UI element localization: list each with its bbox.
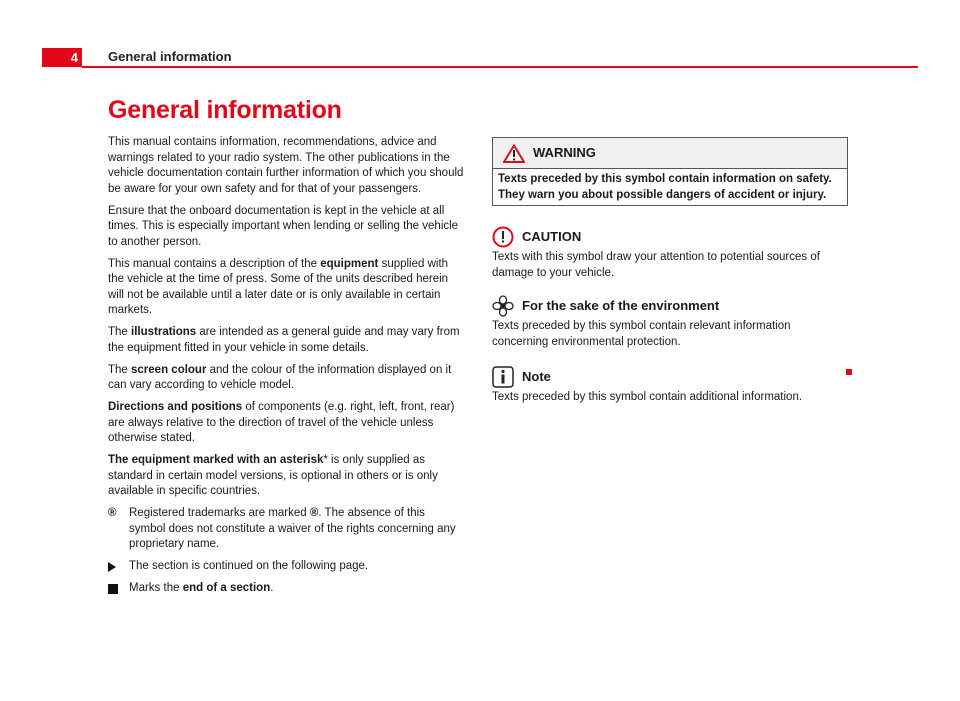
list-item-end-section: Marks the end of a section. — [108, 581, 464, 597]
left-column — [108, 135, 464, 603]
note-info-icon — [492, 366, 514, 388]
page-number: 4 — [42, 48, 82, 67]
warning-box — [492, 137, 848, 206]
end-square-icon — [108, 584, 118, 594]
header-rule — [82, 66, 918, 68]
environment-section — [492, 295, 848, 350]
paragraph-onboard-docs: Ensure that the onboard documentation is kept in the vehicle at all times. This is especially important when lending or selling the vehicle to another person. — [108, 204, 459, 248]
warning-label: WARNING — [533, 145, 596, 161]
right-column — [492, 137, 848, 406]
caution-icon — [492, 226, 514, 248]
paragraph-directions: Directions and positions of components (e.g. right, left, front, rear) are always relative to the direction of travel of the vehicle unless otherwise stated. — [108, 401, 455, 444]
note-text: Texts preceded by this symbol contain additional information. — [492, 391, 803, 403]
paragraph-illustrations: The illustrations are intended as a general guide and may vary from the equipment fitted in your vehicle in some details. — [108, 326, 460, 354]
warning-text: Texts preceded by this symbol contain information on safety. They warn you about possible dangers of accident or injury. — [498, 173, 832, 201]
paragraph-screen-colour: The screen colour and the colour of the information displayed on it can vary according to vehicle model. — [108, 363, 452, 391]
paragraph-intro: This manual contains information, recommendations, advice and warnings related to your radio system. The other publications in the vehicle documentation contain further information of which you should be aware for your own safety and for that of your passengers. — [108, 136, 464, 195]
warning-triangle-icon — [503, 144, 525, 163]
paragraph-equipment: This manual contains a description of the equipment supplied with the vehicle at the time of press. Some of the units described herein will not be available until a later date or is only available in certain markets. — [108, 257, 449, 316]
environment-label: For the sake of the environment — [522, 298, 720, 314]
warning-header — [493, 138, 847, 169]
list-item-trademark: ® Registered trademarks are marked ®. The absence of this symbol does not constitute a waiver of the rights concerning any proprietary name. — [108, 506, 464, 553]
caution-text: Texts with this symbol draw your attention to potential sources of damage to your vehicle. — [492, 251, 820, 279]
caution-label: CAUTION — [522, 229, 582, 245]
environment-text: Texts preceded by this symbol contain relevant information concerning environmental protection. — [492, 320, 791, 348]
running-header: General information — [108, 49, 232, 64]
end-of-section-marker — [846, 369, 852, 375]
paragraph-asterisk: The equipment marked with an asterisk* is only supplied as standard in certain model versions, is optional in others or is only available in specific countries. — [108, 454, 438, 497]
continue-arrow-icon — [108, 562, 116, 572]
note-section — [492, 366, 848, 406]
caution-section — [492, 226, 848, 281]
registered-icon: ® — [108, 507, 117, 519]
environment-flower-icon — [492, 295, 514, 317]
note-label: Note — [522, 369, 551, 385]
list-item-continued: The section is continued on the following page. — [108, 559, 464, 575]
page-title: General information — [108, 96, 342, 124]
